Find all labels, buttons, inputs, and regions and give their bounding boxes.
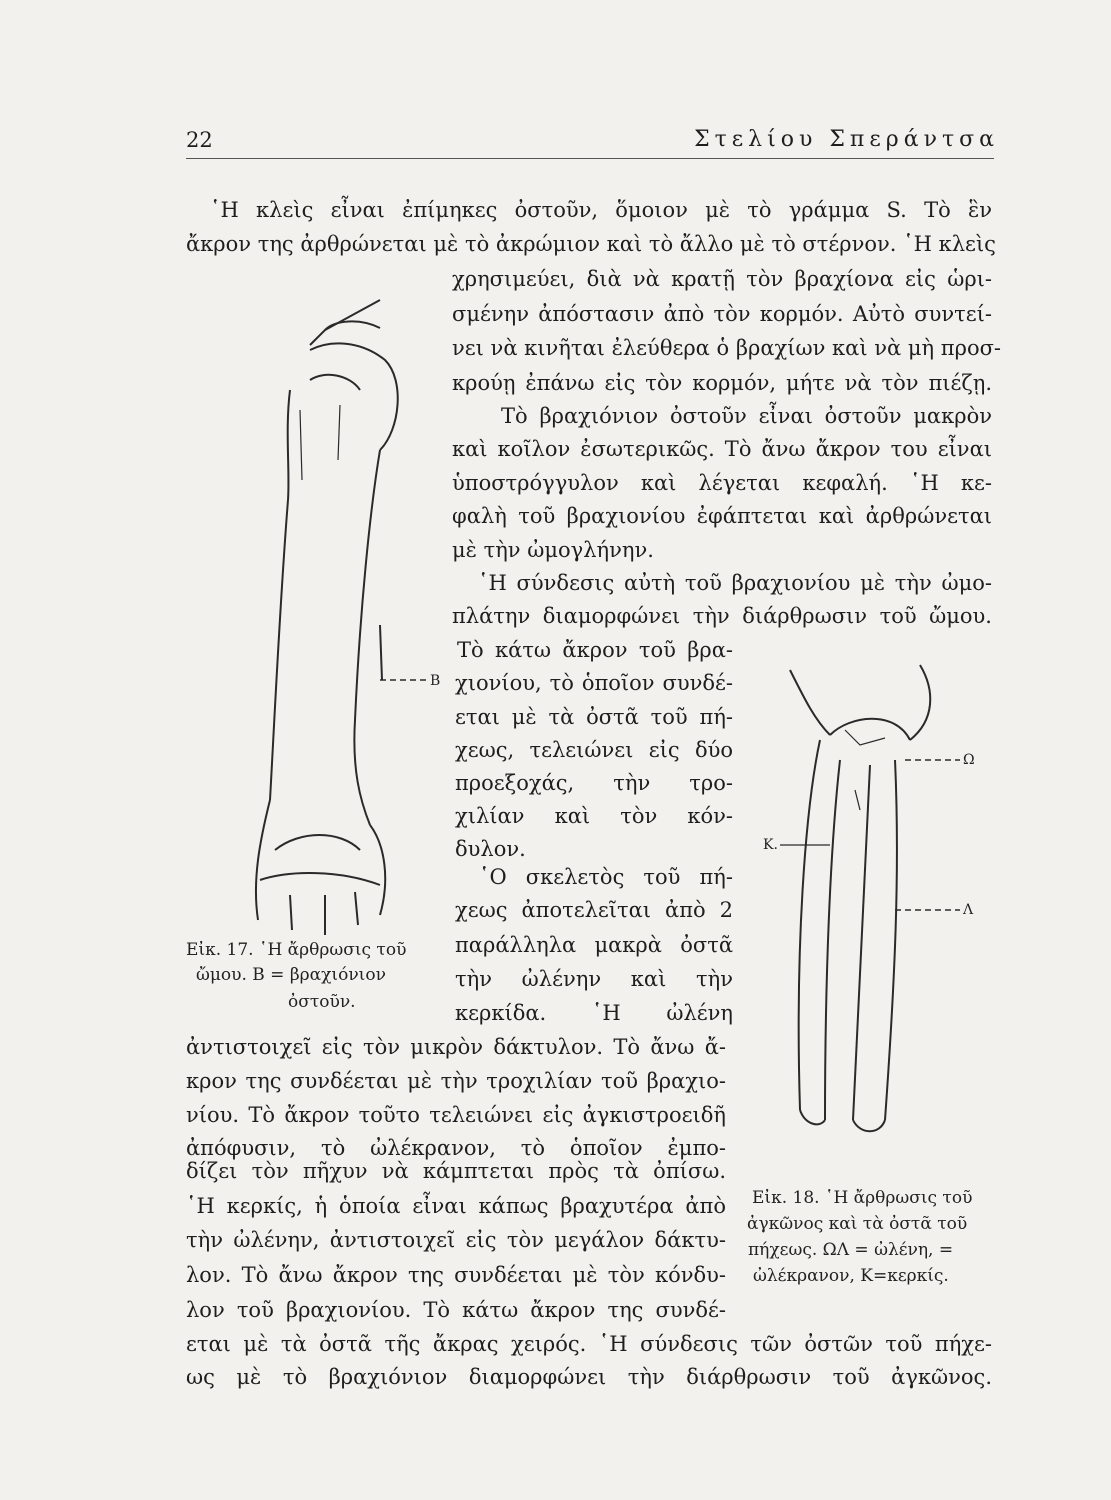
- figure-17-label-b: Β: [430, 673, 441, 689]
- text-line: φαλὴ τοῦ βραχιονίου ἐφάπτεται καὶ ἀρθρώνεται: [452, 504, 992, 528]
- text-line: εται μὲ τὰ ὀστᾶ τῆς ἄκρας χειρός. ῾Η σύνδεσις τῶν ὀστῶν τοῦ πήχε-: [186, 1332, 992, 1356]
- text-line: χρησιμεύει, διὰ νὰ κρατῇ τὸν βραχίονα εἰς ὡρι-: [452, 267, 992, 291]
- text-line: νει νὰ κινῆται ἐλεύθερα ὁ βραχίων καὶ νὰ μὴ προσ-: [452, 336, 1002, 360]
- running-title: Στελίου Σπεράντσα: [694, 127, 999, 152]
- text-line: σμένην ἀπόστασιν ἀπὸ τὸν κορμόν. Αὐτὸ συντεί-: [452, 302, 992, 326]
- text-line: τὴν ὠλένην, ἀντιστοιχεῖ εἰς τὸν μεγάλον δάκτυ-: [186, 1228, 726, 1252]
- text-line: Τὸ βραχιόνιον ὀστοῦν εἶναι ὀστοῦν μακρὸν: [501, 404, 992, 428]
- text-line: ῾Η σύνδεσις αὐτὴ τοῦ βραχιονίου μὲ τὴν ὠμο-: [478, 571, 992, 595]
- text-line: κρον της συνδέεται μὲ τὴν τροχιλίαν τοῦ βραχιο-: [186, 1069, 726, 1093]
- text-line: λον. Τὸ ἄνω ἄκρον της συνδέεται μὲ τὸν κόνδυ-: [186, 1263, 726, 1287]
- page-number: 22: [186, 128, 213, 152]
- text-line: ως μὲ τὸ βραχιόνιον διαμορφώνει τὴν διάρθρωσιν τοῦ ἀγκῶνος.: [186, 1365, 992, 1389]
- figure-18-caption-line: Εἰκ. 18. ῾Η ἄρθρωσις τοῦ: [752, 1188, 973, 1208]
- text-line: χιλίαν καὶ τὸν κόν-: [455, 804, 733, 828]
- text-line: κρούῃ ἐπάνω εἰς τὸν κορμόν, μήτε νὰ τὸν πιέζῃ.: [452, 371, 992, 395]
- text-line: μὲ τὴν ὠμογλήνην.: [452, 538, 654, 562]
- text-line: ῾Ο σκελετὸς τοῦ πή-: [479, 865, 733, 889]
- text-line: ὑποστρόγγυλον καὶ λέγεται κεφαλή. ῾Η κε-: [452, 471, 992, 495]
- text-line: λον τοῦ βραχιονίου. Τὸ κάτω ἄκρον της συνδέ-: [186, 1298, 726, 1322]
- text-line: δίζει τὸν πῆχυν νὰ κάμπτεται πρὸς τὰ ὀπίσω.: [186, 1159, 726, 1183]
- text-line: ἀντιστοιχεῖ εἰς τὸν μικρὸν δάκτυλον. Τὸ ἄνω ἄ-: [186, 1035, 726, 1059]
- text-line: προεξοχάς, τὴν τρο-: [455, 771, 733, 795]
- text-line: εται μὲ τὰ ὀστᾶ τοῦ πή-: [455, 705, 733, 729]
- text-line: πλάτην διαμορφώνει τὴν διάρθρωσιν τοῦ ὤμου.: [452, 604, 992, 628]
- text-line: χεως ἀποτελεῖται ἀπὸ 2: [455, 898, 733, 922]
- text-line: χιονίου, τὸ ὁποῖον συνδέ-: [455, 671, 733, 695]
- figure-18-label-k: Κ.: [763, 837, 778, 853]
- text-line: καὶ κοῖλον ἐσωτερικῶς. Τὸ ἄνω ἄκρον του εἶναι: [452, 437, 992, 461]
- text-line: ἄκρον της ἀρθρώνεται μὲ τὸ ἀκρώμιον καὶ τὸ ἄλλο μὲ τὸ στέρνον. ῾Η κλεὶς: [186, 232, 996, 256]
- figure-18-caption-line: ὠλέκρανον, Κ=κερκίς.: [753, 1266, 949, 1286]
- figure-18-caption-line: πήχεως. ΩΛ = ὠλένη, =: [748, 1240, 954, 1260]
- text-line: κερκίδα. ῾Η ὠλένη: [455, 1001, 733, 1025]
- figure-17-caption-line: Εἰκ. 17. ῾Η ἄρθρωσις τοῦ: [186, 940, 407, 960]
- figure-18-caption-line: ἀγκῶνος καὶ τὰ ὀστᾶ τοῦ: [747, 1214, 968, 1234]
- header-rule: [186, 158, 994, 159]
- text-line: ἀπόφυσιν, τὸ ὠλέκρανον, τὸ ὁποῖον ἐμπο-: [186, 1136, 726, 1160]
- figure-18-label-omega: Ω: [963, 752, 975, 768]
- figure-17-caption-line: ὀστοῦν.: [288, 992, 356, 1012]
- figure-18-forearm-illustration: [735, 650, 995, 1180]
- text-line: νίου. Τὸ ἄκρον τοῦτο τελειώνει εἰς ἀγκιστροειδῆ: [186, 1103, 726, 1127]
- text-line: δυλον.: [455, 837, 526, 861]
- text-line: Τὸ κάτω ἄκρον τοῦ βρα-: [457, 638, 733, 662]
- figure-17-caption-line: ὤμου. Β = βραχιόνιον: [196, 965, 386, 985]
- text-line: τὴν ὠλένην καὶ τὴν: [455, 967, 733, 991]
- text-line: παράλληλα μακρὰ ὀστᾶ: [455, 933, 733, 957]
- figure-17-humerus-illustration: [230, 280, 460, 940]
- text-line: ῾Η κερκίς, ἡ ὁποία εἶναι κάπως βραχυτέρα ἀπὸ: [186, 1194, 726, 1218]
- text-line: χεως, τελειώνει εἰς δύο: [455, 738, 733, 762]
- text-line: ῾Η κλεὶς εἶναι ἐπίμηκες ὀστοῦν, ὅμοιον μὲ τὸ γράμμα S. Τὸ ἓν: [210, 198, 992, 222]
- figure-18-label-lambda: Λ: [963, 902, 974, 918]
